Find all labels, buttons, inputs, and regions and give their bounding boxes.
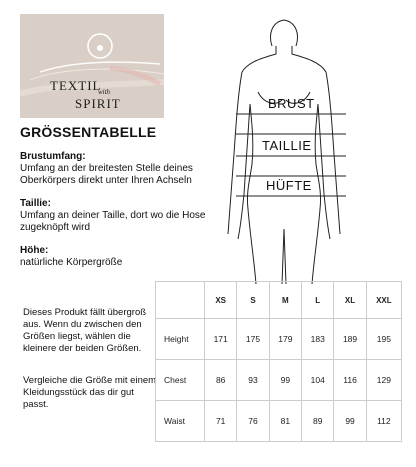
table-cell: 175 [237,319,269,360]
section-taillie [20,198,230,234]
table-cell: 76 [237,401,269,442]
section-text: Umfang an deiner Taille, dort wo die Hose zugeknöpft wird [20,210,206,233]
table-cell: 99 [269,360,301,401]
table-header-cell: XL [334,282,366,319]
section-text: Umfang an der breitesten Stelle deines Oberkörpers direkt unter Ihren Achseln [20,163,193,186]
table-header-row [156,282,402,319]
label-taillie: TAILLIE [262,138,312,153]
note-oversize: Dieses Produkt fällt übergroß aus. Wenn du zwischen den Größen liegst, wählen die kleinere der beiden Größen. [23,307,147,354]
table-row [156,360,402,401]
table-row [156,319,402,360]
table-cell: 189 [334,319,366,360]
table-cell: 179 [269,319,301,360]
table-row [156,401,402,442]
logo-text-with: with [98,88,111,96]
note-compare: Vergleiche die Größe mit einem Kleidungsstück das dir gut passt. [23,375,157,410]
table-cell: 104 [302,360,334,401]
table-cell: 112 [366,401,401,442]
label-huefte: HÜFTE [266,178,312,193]
table-header-cell: M [269,282,301,319]
table-cell: 171 [205,319,237,360]
table-cell: 99 [334,401,366,442]
table-header-cell: XXL [366,282,401,319]
row-label: Chest [156,360,205,401]
size-table [155,281,402,442]
table-header-cell: XS [205,282,237,319]
table-cell: 116 [334,360,366,401]
brand-logo [20,14,164,118]
section-heading: Höhe: [20,245,49,256]
table-header-cell: S [237,282,269,319]
table-cell: 93 [237,360,269,401]
section-heading: Brustumfang: [20,151,86,162]
table-header-cell: L [302,282,334,319]
logo-text-textil: TEXTIL [50,78,102,93]
row-label: Waist [156,401,205,442]
table-cell: 89 [302,401,334,442]
label-brust: BRUST [268,96,315,111]
row-label: Height [156,319,205,360]
table-cell: 129 [366,360,401,401]
section-hoehe [20,245,230,269]
table-cell: 71 [205,401,237,442]
section-brustumfang [20,151,230,187]
table-cell: 183 [302,319,334,360]
body-outline-figure [222,14,360,284]
section-heading: Taillie: [20,198,51,209]
table-cell: 195 [366,319,401,360]
table-header-cell [156,282,205,319]
logo-text-spirit: SPIRIT [75,96,121,111]
table-cell: 81 [269,401,301,442]
table-cell: 86 [205,360,237,401]
section-text: natürliche Körpergröße [20,257,123,268]
page-title: GRÖSSENTABELLE [20,124,157,140]
